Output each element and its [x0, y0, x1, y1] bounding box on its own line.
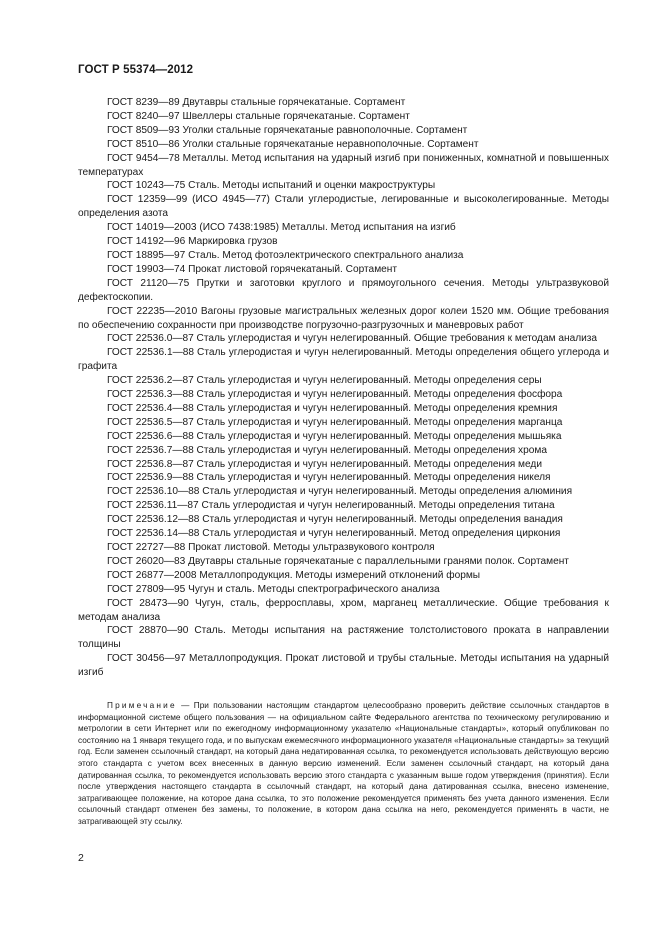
reference-item: ГОСТ 22536.4—88 Сталь углеродистая и чугун нелегированный. Методы определения кремния	[107, 402, 558, 414]
reference-list	[78, 96, 609, 680]
reference-item: ГОСТ 22536.6—88 Сталь углеродистая и чугун нелегированный. Методы определения мышьяка	[107, 430, 562, 442]
reference-item: ГОСТ 9454—78 Металлы. Метод испытания на ударный изгиб при пониженных, комнатной и повышенных температурах	[78, 152, 609, 178]
reference-item: ГОСТ 22536.11—87 Сталь углеродистая и чугун нелегированный. Методы определения титана	[107, 500, 555, 512]
reference-item: ГОСТ 22536.9—88 Сталь углеродистая и чугун нелегированный. Методы определения никеля	[107, 472, 551, 484]
page-number: 2	[78, 852, 84, 864]
reference-item: ГОСТ 21120—75 Прутки и заготовки круглого и прямоугольного сечения. Методы ультразвуковой дефектоскопии.	[78, 277, 609, 303]
reference-item: ГОСТ 22536.1—88 Сталь углеродистая и чугун нелегированный. Методы определения общего углерода и графита	[78, 347, 609, 373]
document-header: ГОСТ Р 55374—2012	[78, 64, 194, 76]
reference-item: ГОСТ 8510—86 Уголки стальные горячекатаные неравнополочные. Сортамент	[107, 138, 479, 150]
reference-item: ГОСТ 22536.8—87 Сталь углеродистая и чугун нелегированный. Методы определения меди	[107, 458, 542, 470]
note-text: — При пользовании настоящим стандартом целесообразно проверить действие ссылочных стандартов в информационной системе общего пользования — на официальном сайте Федерального агентства по техническому регулированию и метрологии в сети Интернет или по ежегодному информационному указателю «Национальные стандарты», который опубликован по состоянию на 1 января текущего года, и по выпускам ежемесячного информационного указателя «Национальные стандарты» за текущий год. Если заменен ссылочный стандарт, на который дана недатированная ссылка, то рекомендуется использовать действующую версию этого стандарта с учетом всех внесенных в данную версию изменений. Если заменен ссылочный стандарт, на который дана датированная ссылка, то рекомендуется использовать версию этого стандарта с указанным выше годом утверждения (принятия). Если после утверждения настоящего стандарта в ссылочный стандарт, на который дана датированная ссылка, внесено изменение, затрагивающее положение, на которое дана ссылка, то это положение рекомендуется применять без учета данного изменения. Если ссылочный стандарт отменен без замены, то положение, в котором дана ссылка на него, рекомендуется применять в части, не затрагивающей эту ссылку.	[78, 701, 609, 826]
reference-item: ГОСТ 19903—74 Прокат листовой горячекатаный. Сортамент	[107, 263, 398, 275]
reference-item: ГОСТ 30456—97 Металлопродукция. Прокат листовой и трубы стальные. Методы испытания на ударный изгиб	[78, 653, 609, 679]
reference-item: ГОСТ 22536.10—88 Сталь углеродистая и чугун нелегированный. Методы определения алюминия	[107, 486, 573, 498]
reference-item: ГОСТ 22536.7—88 Сталь углеродистая и чугун нелегированный. Методы определения хрома	[107, 444, 547, 456]
reference-item: ГОСТ 14192—96 Маркировка грузов	[107, 236, 278, 248]
reference-item: ГОСТ 22536.5—87 Сталь углеродистая и чугун нелегированный. Методы определения марганца	[107, 416, 563, 428]
reference-item: ГОСТ 14019—2003 (ИСО 7438:1985) Металлы. Метод испытания на изгиб	[107, 222, 456, 234]
reference-item: ГОСТ 10243—75 Сталь. Методы испытаний и оценки макроструктуры	[107, 180, 436, 192]
note-paragraph	[78, 700, 609, 828]
reference-item: ГОСТ 22536.2—87 Сталь углеродистая и чугун нелегированный. Методы определения серы	[107, 375, 542, 387]
reference-item: ГОСТ 26877—2008 Металлопродукция. Методы измерений отклонений формы	[107, 569, 481, 581]
reference-item: ГОСТ 22536.14—88 Сталь углеродистая и чугун нелегированный. Метод определения циркония	[107, 528, 561, 540]
reference-item: ГОСТ 22536.12—88 Сталь углеродистая и чугун нелегированный. Методы определения ванадия	[107, 514, 563, 526]
reference-item: ГОСТ 22727—88 Прокат листовой. Методы ультразвукового контроля	[107, 542, 435, 553]
reference-item: ГОСТ 22536.0—87 Сталь углеродистая и чугун нелегированный. Общие требования к методам анализа	[107, 333, 598, 345]
reference-item: ГОСТ 8239—89 Двутавры стальные горячекатаные. Сортамент	[107, 97, 406, 108]
reference-item: ГОСТ 26020—83 Двутавры стальные горячекатаные с параллельными гранями полок. Сортамент	[107, 555, 569, 567]
reference-item: ГОСТ 22536.3—88 Сталь углеродистая и чугун нелегированный. Методы определения фосфора	[107, 389, 563, 401]
reference-item: ГОСТ 18895—97 Сталь. Метод фотоэлектрического спектрального анализа	[107, 249, 464, 261]
note-label: Примечание	[107, 701, 177, 710]
reference-item: ГОСТ 8240—97 Швеллеры стальные горячекатаные. Сортамент	[107, 110, 410, 122]
reference-item: ГОСТ 22235—2010 Вагоны грузовые магистральных железных дорог колеи 1520 мм. Общие требования по обеспечению сохранности при производстве погрузочно-разгрузочных и маневровых работ	[78, 305, 609, 331]
reference-item: ГОСТ 8509—93 Уголки стальные горячекатаные равнополочные. Сортамент	[107, 124, 468, 136]
reference-item: ГОСТ 12359—99 (ИСО 4945—77) Стали углеродистые, легированные и высоколегированные. Методы определения азота	[78, 194, 609, 220]
reference-item: ГОСТ 28473—90 Чугун, сталь, ферросплавы, хром, марганец металлические. Общие требования к методам анализа	[78, 597, 609, 623]
reference-item: ГОСТ 27809—95 Чугун и сталь. Методы спектрографического анализа	[107, 583, 440, 595]
reference-item: ГОСТ 28870—90 Сталь. Методы испытания на растяжение толстолистового проката в направлении толщины	[78, 625, 609, 651]
